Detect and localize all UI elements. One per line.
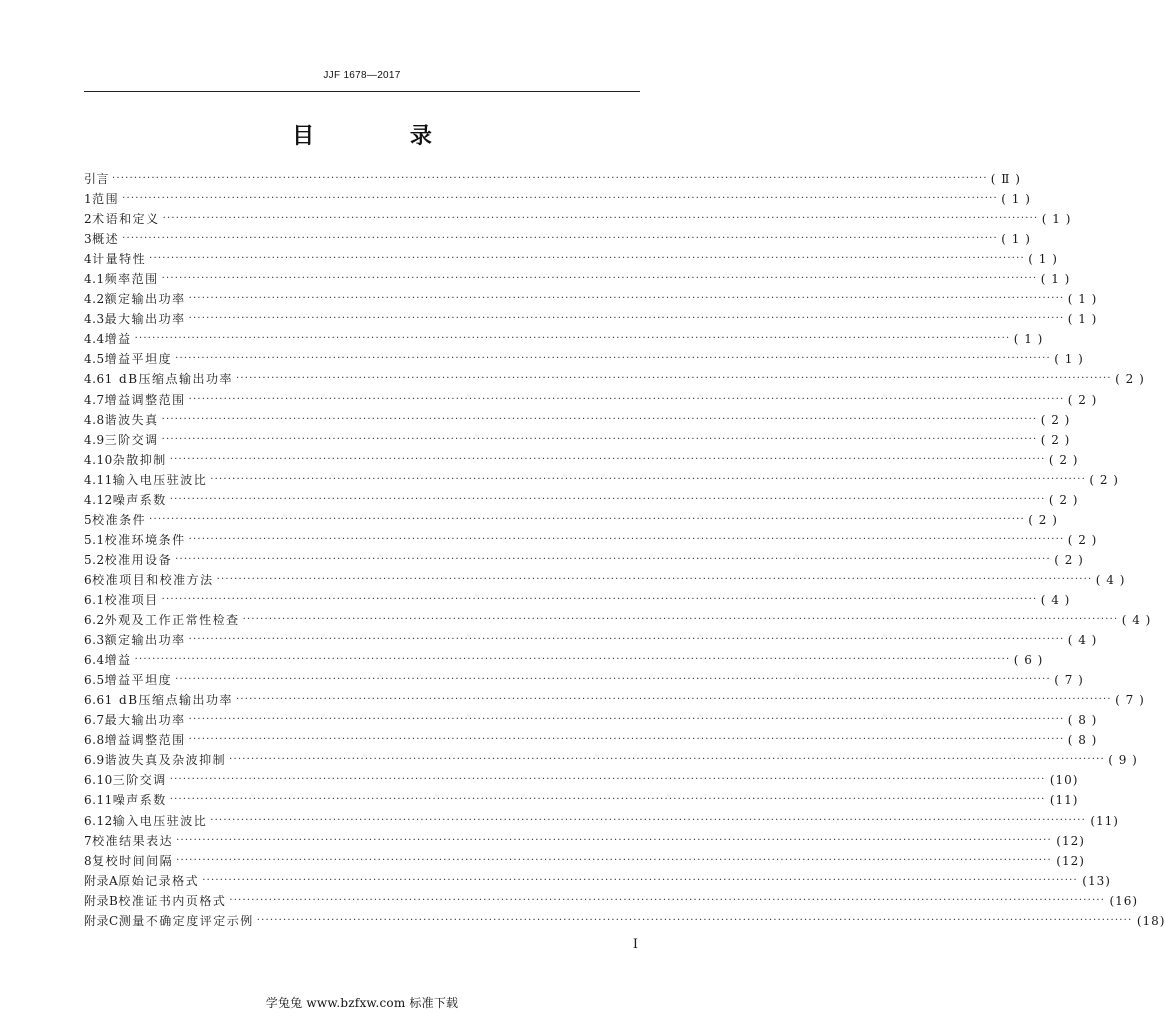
toc-entry-title: 术语和定义 [92, 212, 160, 227]
toc-entry [84, 510, 1058, 530]
toc-entry-title: 范围 [92, 192, 120, 207]
toc-dot-leader: ········································································································································································································ [256, 914, 1133, 926]
toc-entry-page: (11) [1049, 793, 1079, 808]
toc-entry [84, 430, 1071, 450]
toc-dot-leader: ········································································································································································································ [210, 473, 1086, 485]
document-code-header: JJF 1678—2017 [323, 70, 401, 81]
toc-entry-title: 概述 [92, 232, 120, 247]
toc-entry [84, 851, 1085, 871]
toc-entry [84, 750, 1138, 770]
toc-entry-number: 7 [84, 833, 93, 848]
toc-entry-page: ( 2 ) [1054, 552, 1084, 567]
toc-entry-number: 附录C [84, 913, 119, 928]
toc-entry-page: ( 2 ) [1115, 372, 1145, 387]
toc-dot-leader: ········································································································································································································ [188, 714, 1065, 726]
toc-entry [84, 790, 1079, 810]
toc-entry [84, 349, 1084, 369]
toc-entry-title: 谐波失真 [104, 412, 159, 427]
toc-entry-page: ( 7 ) [1115, 693, 1145, 708]
toc-dot-leader: ········································································································································································································ [162, 213, 1039, 225]
toc-dot-leader: ········································································································································································································ [112, 173, 988, 185]
toc-entry-number: 4.6 [84, 372, 105, 387]
toc-entry-number: 5 [84, 512, 93, 527]
toc-entry-page: ( 1 ) [1041, 212, 1072, 227]
toc-dot-leader: ········································································································································································································ [188, 393, 1065, 405]
toc-dot-leader: ········································································································································································································ [175, 353, 1051, 365]
toc-entry-number: 4.8 [84, 412, 105, 427]
toc-entry-title: 额定输出功率 [104, 633, 186, 648]
toc-entry-page: ( 1 ) [1028, 252, 1058, 267]
toc-entry-page: ( 2 ) [1040, 432, 1071, 447]
toc-entry-title: 1 dB压缩点输出功率 [104, 372, 234, 387]
toc-entry-number: 4.1 [84, 272, 105, 287]
toc-entry-title: 噪声系数 [112, 492, 167, 507]
toc-entry-title: 增益平坦度 [104, 352, 173, 367]
toc-dot-leader: ········································································································································································································ [122, 233, 998, 245]
toc-entry [84, 410, 1071, 430]
toc-entry-number: 4.4 [84, 332, 105, 347]
toc-entry-title: 1 dB压缩点输出功率 [104, 693, 234, 708]
toc-entry-number: 1 [84, 192, 93, 207]
toc-entry-page: (13) [1082, 873, 1111, 888]
toc-entry-number: 8 [84, 853, 93, 868]
toc-entry [84, 590, 1071, 610]
toc-entry [84, 530, 1098, 550]
toc-dot-leader: ········································································································································································································ [188, 734, 1065, 746]
toc-dot-leader: ········································································································································································································ [188, 293, 1065, 305]
toc-entry-number: 6.3 [84, 633, 105, 648]
toc-entry-number: 5.2 [84, 552, 105, 567]
toc-dot-leader: ········································································································································································································ [210, 814, 1086, 826]
toc-dot-leader: ········································································································································································································ [134, 333, 1011, 345]
toc-entry-page: ( 9 ) [1108, 753, 1138, 768]
toc-entry-page: ( 2 ) [1040, 412, 1071, 427]
toc-entry-title: 增益 [104, 332, 132, 347]
toc-entry-title: 三阶交调 [104, 432, 159, 447]
toc-entry-page: (18) [1136, 913, 1165, 928]
toc-entry-page: ( 1 ) [1067, 292, 1098, 307]
toc-entry-title: 校准项目 [104, 593, 159, 607]
toc-entry [84, 470, 1119, 490]
toc-entry [84, 269, 1071, 289]
toc-entry [84, 670, 1084, 690]
toc-entry-page: ( 8 ) [1067, 733, 1098, 748]
toc-dot-leader: ········································································································································································································ [236, 373, 1112, 385]
toc-entry-number: 6.7 [84, 713, 105, 728]
toc-dot-leader: ········································································································································································································ [236, 694, 1112, 706]
toc-entry [84, 229, 1031, 249]
toc-entry-page: ( 7 ) [1054, 673, 1084, 688]
toc-entry [84, 309, 1098, 329]
toc-entry-number: 4.2 [84, 292, 105, 307]
toc-entry-number: 5.1 [84, 532, 105, 547]
toc-entry-number: 2 [84, 212, 93, 227]
toc-entry-number: 3 [84, 232, 93, 247]
toc-dot-leader: ········································································································································································································ [149, 513, 1025, 525]
toc-dot-leader: ········································································································································································································ [202, 874, 1078, 886]
toc-entry-number: 6.1 [84, 593, 105, 607]
toc-entry-number: 6.9 [84, 753, 105, 768]
toc-dot-leader: ········································································································································································································ [176, 854, 1052, 866]
page-title: 目 录 [292, 124, 476, 149]
toc-dot-leader: ········································································································································································································ [122, 193, 998, 205]
toc-entry [84, 570, 1126, 590]
toc-entry-title: 增益调整范围 [104, 733, 186, 748]
toc-entry-page: ( 4 ) [1040, 593, 1071, 607]
toc-dot-leader: ········································································································································································································ [188, 313, 1065, 325]
toc-entry-page: ( 1 ) [1001, 232, 1031, 247]
toc-entry-number: 4.10 [84, 452, 113, 467]
toc-entry-page: (11) [1090, 813, 1119, 828]
toc-dot-leader: ········································································································································································································ [169, 774, 1046, 786]
toc-dot-leader: ········································································································································································································ [176, 834, 1052, 846]
toc-entry-title: 校准环境条件 [104, 532, 186, 547]
toc-entry-number: 6.6 [84, 693, 105, 708]
toc-dot-leader: ········································································································································································································ [134, 654, 1011, 666]
toc-entry [84, 490, 1079, 510]
toc-entry-title: 校准项目和校准方法 [92, 572, 214, 587]
toc-entry-number: 4.5 [84, 352, 105, 367]
toc-entry-title: 原始记录格式 [118, 873, 200, 888]
toc-entry-page: ( 1 ) [1013, 332, 1044, 347]
toc-entry-number: 6.8 [84, 733, 105, 748]
toc-entry-title: 最大输出功率 [104, 312, 186, 327]
toc-entry-page: ( 2 ) [1028, 512, 1058, 527]
toc-entry-title: 频率范围 [104, 272, 159, 287]
toc-dot-leader: ········································································································································································································ [188, 634, 1065, 646]
toc-entry-page: (16) [1109, 893, 1139, 908]
toc-entry-title: 校准条件 [92, 512, 147, 527]
toc-entry [84, 690, 1145, 710]
toc-entry-page: ( 1 ) [1001, 192, 1031, 207]
watermark: 学兔兔 www.bzfxw.com 标准下载 [265, 996, 459, 1010]
toc-dot-leader: ········································································································································································································ [161, 273, 1038, 285]
toc-entry-number: 附录B [84, 893, 119, 908]
toc-entry-page: ( 2 ) [1067, 532, 1098, 547]
toc-dot-leader: ········································································································································································································ [242, 614, 1119, 626]
toc-entry [84, 249, 1058, 269]
toc-entry [84, 911, 1165, 931]
toc-entry-title: 校准结果表达 [92, 833, 174, 848]
toc-entry [84, 369, 1145, 389]
toc-entry [84, 811, 1119, 831]
toc-entry-number: 4.9 [84, 432, 105, 447]
toc-dot-leader: ········································································································································································································ [161, 413, 1038, 425]
toc-entry-number: 引言 [84, 172, 110, 187]
toc-entry-page: ( 2 ) [1089, 472, 1119, 487]
toc-entry [84, 289, 1098, 309]
toc-entry-page: (12) [1056, 853, 1085, 868]
toc-entry [84, 189, 1031, 209]
toc-entry [84, 450, 1079, 470]
toc-entry-title: 输入电压驻波比 [112, 472, 208, 487]
toc-entry-number: 4.11 [84, 472, 113, 487]
toc-entry [84, 630, 1098, 650]
toc-entry-number: 6 [84, 572, 93, 587]
toc-entry-title: 三阶交调 [112, 773, 167, 788]
toc-entry-number: 6.10 [84, 773, 113, 788]
toc-dot-leader: ········································································································································································································ [188, 533, 1065, 545]
toc-entry-number: 6.12 [84, 813, 113, 828]
toc-entry [84, 831, 1085, 851]
toc-entry [84, 209, 1072, 229]
toc-entry-page: ( 6 ) [1013, 653, 1044, 668]
toc-entry-page: ( 4 ) [1095, 572, 1126, 587]
toc-entry-number: 4.3 [84, 312, 105, 327]
toc-dot-leader: ········································································································································································································ [169, 453, 1046, 465]
toc-entry-page: ( 4 ) [1067, 633, 1098, 648]
toc-dot-leader: ········································································································································································································ [161, 594, 1038, 605]
toc-entry-title: 杂散抑制 [112, 452, 167, 467]
table-of-contents [84, 169, 1165, 931]
toc-entry-title: 额定输出功率 [104, 292, 186, 307]
toc-dot-leader: ········································································································································································································ [161, 433, 1038, 445]
toc-entry-page: ( 2 ) [1048, 452, 1079, 467]
toc-entry-number: 6.11 [84, 793, 113, 808]
toc-entry-page: ( 4 ) [1121, 613, 1152, 628]
toc-entry-title: 测量不确定度评定示例 [118, 913, 254, 928]
toc-entry-page: ( 1 ) [1040, 272, 1071, 287]
toc-dot-leader: ········································································································································································································ [229, 754, 1105, 766]
toc-entry-page: ( 2 ) [1067, 392, 1098, 407]
toc-entry-title: 增益调整范围 [104, 392, 186, 407]
toc-entry [84, 770, 1079, 790]
toc-entry-page: ( 1 ) [1067, 312, 1098, 327]
toc-entry [84, 550, 1084, 570]
toc-dot-leader: ········································································································································································································ [175, 674, 1051, 686]
toc-entry [84, 730, 1098, 750]
toc-entry [84, 710, 1098, 730]
toc-dot-leader: ········································································································································································································ [169, 493, 1046, 505]
toc-entry-page: (12) [1056, 833, 1085, 848]
toc-entry [84, 610, 1152, 630]
toc-entry-title: 增益 [104, 653, 132, 668]
toc-entry-page: ( 2 ) [1048, 492, 1079, 507]
toc-entry-number: 6.5 [84, 673, 105, 688]
toc-dot-leader: ········································································································································································································ [169, 794, 1046, 806]
toc-entry [84, 650, 1044, 670]
toc-entry-title: 复校时间间隔 [92, 853, 174, 868]
toc-entry-page: ( 1 ) [1054, 352, 1084, 367]
toc-entry [84, 169, 1021, 189]
toc-entry-title: 增益平坦度 [104, 673, 173, 688]
toc-entry-number: 6.2 [84, 613, 105, 628]
toc-entry-page: ( 8 ) [1067, 713, 1098, 728]
toc-dot-leader: ········································································································································································································ [216, 573, 1093, 585]
toc-entry [84, 871, 1111, 891]
toc-dot-leader: ········································································································································································································ [229, 894, 1106, 906]
toc-entry-number: 4.12 [84, 492, 113, 507]
toc-entry-title: 谐波失真及杂波抑制 [104, 753, 227, 768]
toc-entry-title: 校准用设备 [104, 552, 173, 567]
toc-entry-title: 噪声系数 [112, 793, 167, 808]
toc-entry [84, 329, 1044, 349]
toc-entry [84, 390, 1098, 410]
toc-entry-title: 外观及工作正常性检查 [104, 613, 240, 628]
toc-entry [84, 891, 1139, 911]
toc-entry-title: 校准证书内页格式 [118, 893, 227, 908]
toc-dot-leader: ········································································································································································································ [149, 253, 1025, 265]
toc-dot-leader: ········································································································································································································ [175, 553, 1051, 565]
toc-entry-page: (10) [1049, 773, 1079, 788]
toc-entry-number: 4 [84, 252, 93, 267]
toc-entry-title: 输入电压驻波比 [112, 813, 208, 828]
toc-entry-title: 最大输出功率 [104, 713, 186, 728]
toc-entry-number: 6.4 [84, 653, 105, 668]
toc-entry-page: ( Ⅱ ) [990, 172, 1021, 187]
toc-entry-number: 附录A [84, 873, 119, 888]
toc-entry-title: 计量特性 [92, 252, 147, 267]
header-rule [84, 91, 640, 92]
page-folio: I [632, 937, 638, 952]
toc-entry-number: 4.7 [84, 392, 105, 407]
